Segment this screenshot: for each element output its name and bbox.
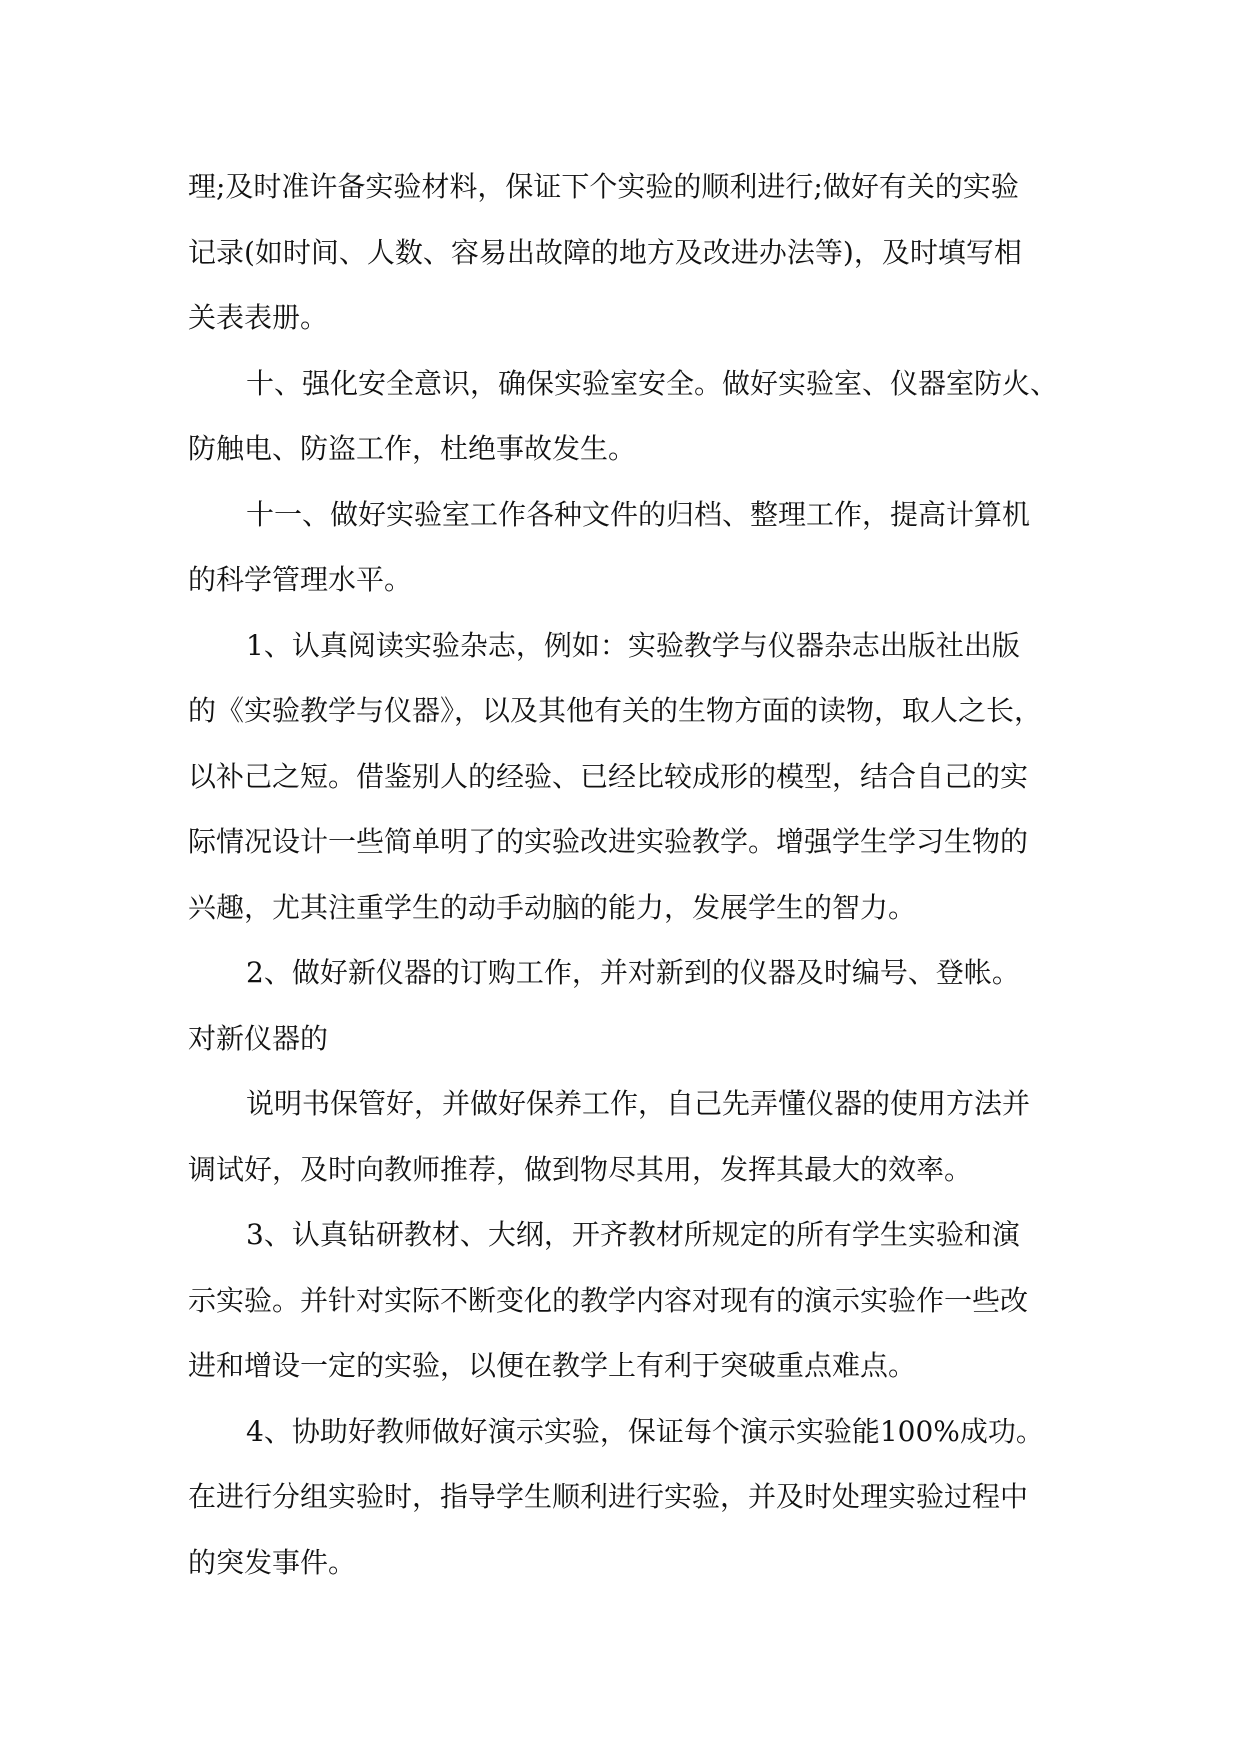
text-line: 在进行分组实验时，指导学生顺利进行实验，并及时处理实验过程中 xyxy=(188,1480,1029,1513)
text-line: 说明书保管好，并做好保养工作，自己先弄懂仪器的使用方法并 xyxy=(246,1087,1031,1120)
text-line: 防触电、防盗工作，杜绝事故发生。 xyxy=(188,432,637,465)
text-line: 的科学管理水平。 xyxy=(188,563,413,596)
text-line: 对新仪器的 xyxy=(188,1021,329,1055)
text-line: 关表表册。 xyxy=(188,301,329,334)
text-line: 的《实验教学与仪器》，以及其他有关的生物方面的读物，取人之长， xyxy=(188,694,1043,727)
text-line: 进和增设一定的实验，以便在教学上有利于突破重点难点。 xyxy=(188,1349,917,1382)
text-line: 4、协助好教师做好演示实验，保证每个演示实验能100%成功。 xyxy=(246,1414,1044,1448)
text-line: 以补己之短。借鉴别人的经验、已经比较成形的模型，结合自己的实 xyxy=(188,759,1029,793)
text-line: 调试好，及时向教师推荐，做到物尽其用，发挥其最大的效率。 xyxy=(188,1152,973,1186)
text-line: 3、认真钻研教材、大纲，开齐教材所规定的所有学生实验和演 xyxy=(246,1218,1020,1251)
text-line: 示实验。并针对实际不断变化的教学内容对现有的演示实验作一些改 xyxy=(188,1283,1029,1317)
text-line: 1、认真阅读实验杂志，例如：实验教学与仪器杂志出版社出版 xyxy=(246,628,1020,662)
text-line: 兴趣，尤其注重学生的动手动脑的能力，发展学生的智力。 xyxy=(188,890,917,924)
text-line: 记录(如时间、人数、容易出故障的地方及改进办法等)，及时填写相 xyxy=(188,235,1022,269)
text-line: 十、强化安全意识，确保实验室安全。做好实验室、仪器室防火、 xyxy=(246,366,1059,400)
text-line: 的突发事件。 xyxy=(188,1545,357,1579)
text-line: 十一、做好实验室工作各种文件的归档、整理工作，提高计算机 xyxy=(246,497,1031,531)
document-body xyxy=(188,154,1058,1595)
text-line: 2、做好新仪器的订购工作，并对新到的仪器及时编号、登帐。 xyxy=(246,956,1020,989)
text-line: 理;及时准许备实验材料，保证下个实验的顺利进行;做好有关的实验 xyxy=(188,170,1019,203)
text-line: 际情况设计一些简单明了的实验改进实验教学。增强学生学习生物的 xyxy=(188,825,1029,858)
